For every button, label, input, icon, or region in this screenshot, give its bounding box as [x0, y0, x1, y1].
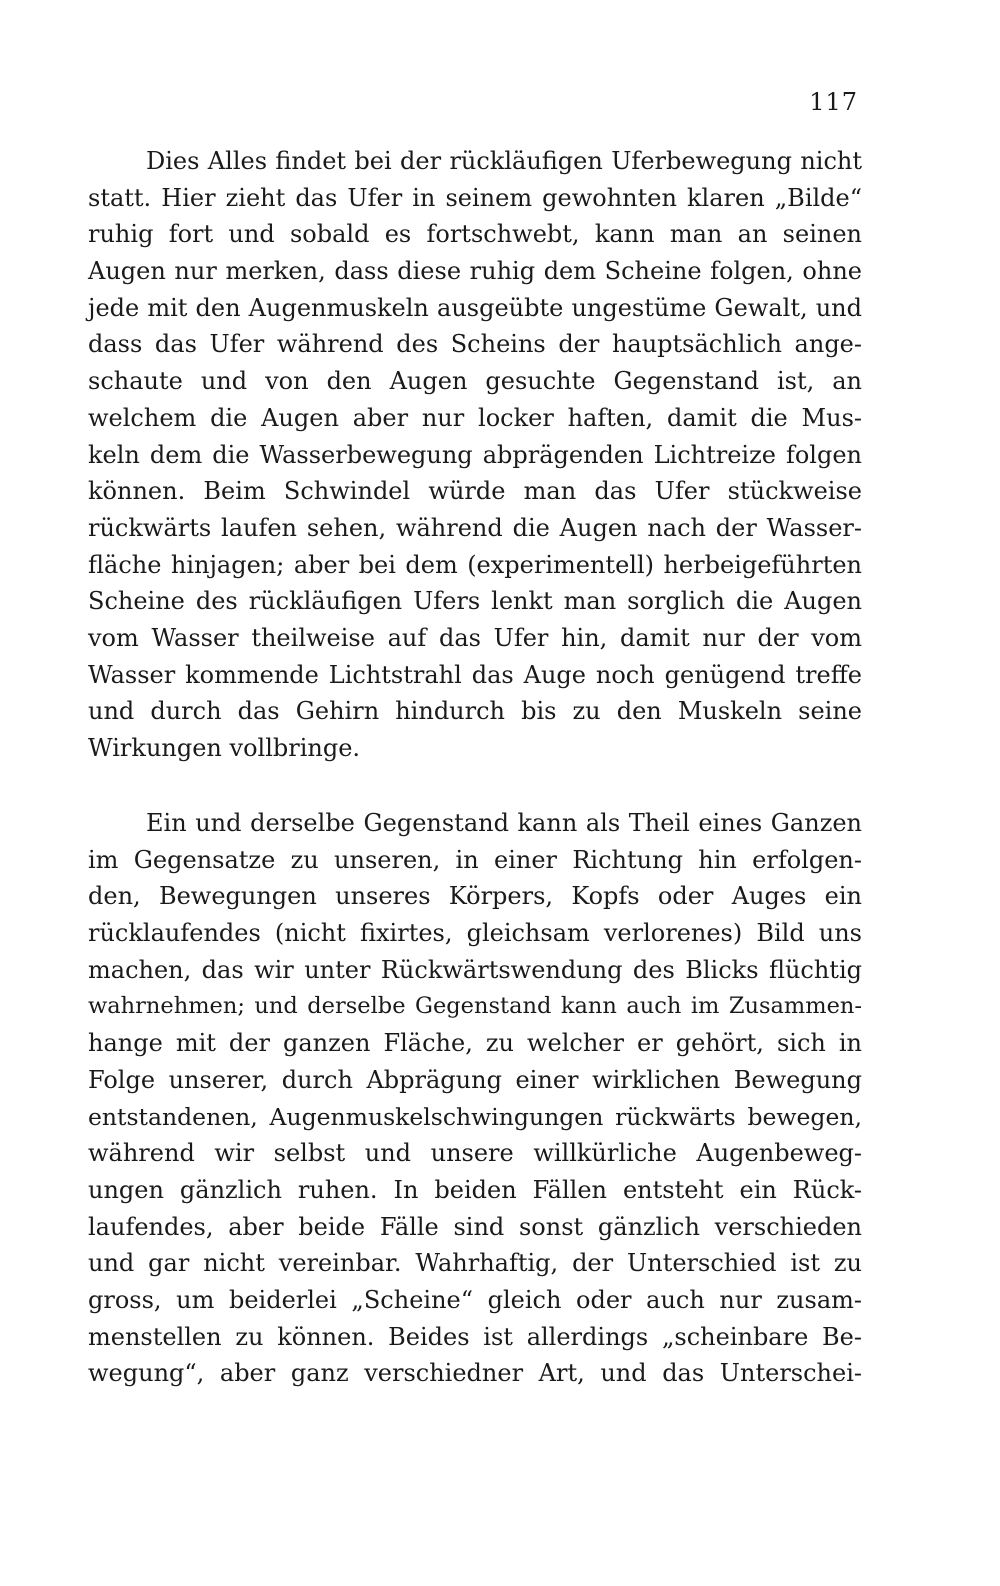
- text-line: Wirkungen vollbringe.: [88, 734, 361, 762]
- text-line: und durch das Gehirn hindurch bis zu den Muskeln seine: [88, 697, 862, 726]
- text-line: vom Wasser theilweise auf das Ufer hin, damit nur der vom: [88, 623, 862, 652]
- text-line: während wir selbst und unsere willkürliche Augenbeweg-: [88, 1139, 862, 1168]
- text-line: dass das Ufer während des Scheins der hauptsächlich ange-: [88, 330, 862, 359]
- text-line: Augen nur merken, dass diese ruhig dem Scheine folgen, ohne: [88, 257, 862, 286]
- text-line: und gar nicht vereinbar. Wahrhaftig, der Unterschied ist zu: [88, 1249, 862, 1278]
- text-line: fläche hinjagen; aber bei dem (experimentell) herbeigeführten: [88, 550, 862, 579]
- text-line: gross, um beiderlei „Scheine“ gleich oder auch nur zusam-: [88, 1285, 862, 1314]
- text-line: Dies Alles findet bei der rückläufigen Uferbewegung nicht: [146, 147, 862, 175]
- text-line: rückwärts laufen sehen, während die Augen nach der Wasser-: [88, 513, 862, 542]
- text-line: ungen gänzlich ruhen. In beiden Fällen entsteht ein Rück-: [88, 1175, 862, 1204]
- text-line: den, Bewegungen unseres Körpers, Kopfs oder Auges ein: [88, 882, 862, 911]
- text-line: welchem die Augen aber nur locker haften, damit die Mus-: [88, 403, 862, 432]
- text-line: entstandenen, Augenmuskelschwingungen rückwärts bewegen,: [88, 1102, 862, 1131]
- text-line: Ein und derselbe Gegenstand kann als Theil eines Ganzen: [146, 809, 862, 837]
- text-line: keln dem die Wasserbewegung abprägenden Lichtreize folgen: [88, 440, 862, 469]
- text-line: Wasser kommende Lichtstrahl das Auge noch genügend treffe: [88, 660, 862, 689]
- paragraph-2: [88, 805, 862, 1392]
- text-line: jede mit den Augenmuskeln ausgeübte ungestüme Gewalt, und: [88, 293, 862, 322]
- text-line: im Gegensatze zu unseren, in einer Richtung hin erfolgen-: [88, 845, 862, 874]
- text-line: Scheine des rückläufigen Ufers lenkt man sorglich die Augen: [88, 587, 862, 616]
- page-number: 117: [809, 88, 858, 116]
- paragraph-1: [88, 143, 862, 767]
- text-line: machen, das wir unter Rückwärtswendung des Blicks flüchtig: [88, 955, 862, 984]
- text-line: können. Beim Schwindel würde man das Ufer stückweise: [88, 477, 862, 506]
- text-line: hange mit der ganzen Fläche, zu welcher er gehört, sich in: [88, 1029, 862, 1058]
- text-line: ruhig fort und sobald es fortschwebt, kann man an seinen: [88, 220, 862, 249]
- text-line: laufendes, aber beide Fälle sind sonst gänzlich verschieden: [88, 1212, 862, 1241]
- text-line: statt. Hier zieht das Ufer in seinem gewohnten klaren „Bilde“: [88, 183, 862, 212]
- text-line: wahrnehmen; und derselbe Gegenstand kann auch im Zusammen-: [88, 993, 862, 1020]
- text-line: rücklaufendes (nicht fixirtes, gleichsam verlorenes) Bild uns: [88, 919, 862, 948]
- text-line: Folge unserer, durch Abprägung einer wirklichen Bewegung: [88, 1065, 862, 1094]
- text-line: wegung“, aber ganz verschiedner Art, und das Unterschei-: [88, 1359, 862, 1388]
- text-line: menstellen zu können. Beides ist allerdings „scheinbare Be-: [88, 1322, 862, 1351]
- text-line: schaute und von den Augen gesuchte Gegenstand ist, an: [88, 367, 862, 396]
